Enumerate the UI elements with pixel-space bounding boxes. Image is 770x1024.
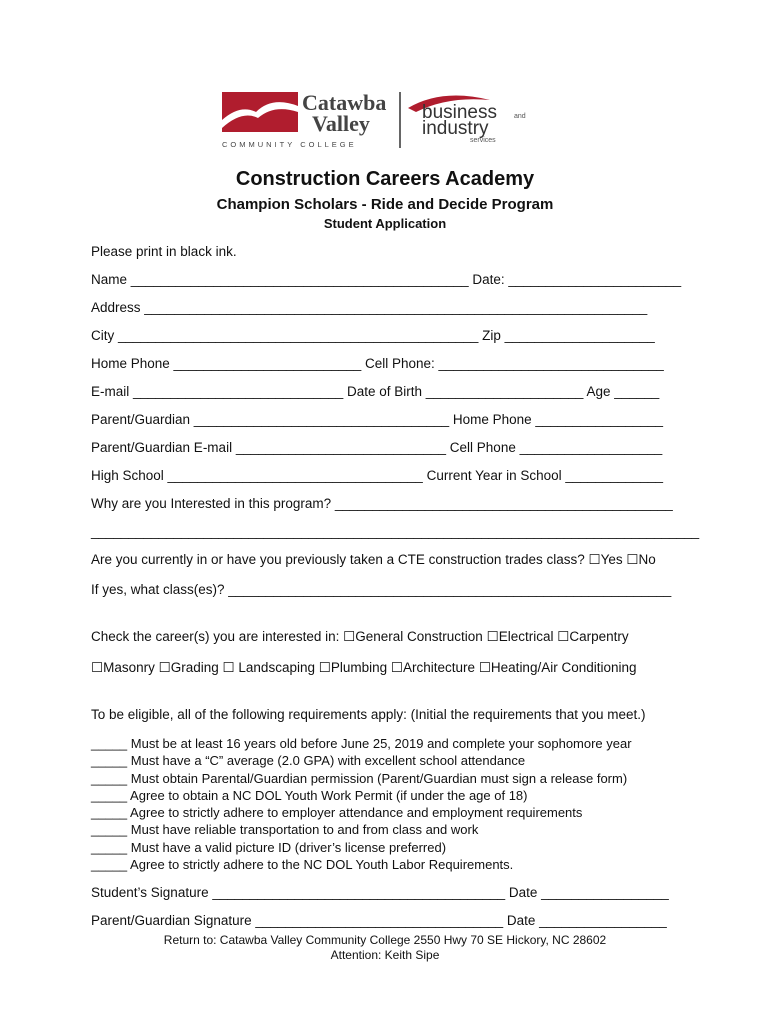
footer-attention: Attention: Keith Sipe [330,948,440,962]
career-hvac[interactable]: ☐Heating/Air Conditioning [478,660,637,675]
careers-row-2 [91,660,637,676]
college-name-line1: Catawba [302,90,387,115]
email-dob-age-line[interactable]: E-mail ____________________________ Date of Birth _____________________ Age ______ [91,384,660,399]
requirement-item[interactable]: _____ Agree to strictly adhere to the NC DOL Youth Labor Requirements. [91,857,514,873]
career-carpentry[interactable]: ☐Carpentry [557,629,629,644]
form-type: Student Application [323,216,447,231]
student-signature-line[interactable]: Student’s Signature _______________________________________ Date _________________ [91,885,669,900]
why-interested-line[interactable]: Why are you Interested in this program? _____________________________________________ [91,496,673,511]
parent-email-line[interactable]: Parent/Guardian E-mail ____________________________ Cell Phone ___________________ [91,440,663,455]
requirement-item[interactable]: _____ Must have a valid picture ID (driver’s license preferred) [91,839,447,855]
requirement-item[interactable]: _____ Must obtain Parental/Guardian permission (Parent/Guardian must sign a release form) [91,770,628,786]
cte-no-checkbox[interactable]: ☐No [626,552,656,567]
requirement-item[interactable]: _____ Must have reliable transportation to and from class and work [91,822,479,838]
program-subtitle: Champion Scholars - Ride and Decide Program [216,196,554,213]
career-plumbing[interactable]: ☐Plumbing [318,660,388,675]
why-interested-continued[interactable]: _________________________________________________________________________________ [91,524,700,539]
career-grading[interactable]: ☐Grading [158,660,219,675]
partner-line3: services [470,137,496,144]
career-general-construction[interactable]: ☐General Construction [343,629,483,644]
cte-question-row [91,552,656,568]
career-architecture[interactable]: ☐Architecture [390,660,476,675]
phone-line[interactable]: Home Phone _________________________ Cell Phone: ______________________________ [91,356,664,371]
footer-return-to: Return to: Catawba Valley Community College 2550 Hwy 70 SE Hickory, NC 28602 [163,933,607,947]
cte-question: Are you currently in or have you previously taken a CTE construction trades class? [91,552,585,567]
career-electrical[interactable]: ☐Electrical [486,629,554,644]
name-date-line[interactable]: Name _____________________________________________ Date: _______________________ [91,272,682,287]
requirement-item[interactable]: _____ Must have a “C” average (2.0 GPA) with excellent school attendance [91,753,526,769]
college-logo [222,90,552,150]
requirements-list [91,735,632,873]
high-school-line[interactable]: High School __________________________________ Current Year in School _____________ [91,468,664,483]
careers-row-1 [91,629,629,645]
college-tagline: COMMUNITY COLLEGE [222,140,357,149]
cte-followup-line[interactable]: If yes, what class(es)? ___________________________________________________________ [91,582,672,597]
careers-prompt: Check the career(s) you are interested in: [91,629,340,644]
requirement-item[interactable]: _____ Must be at least 16 years old before June 25, 2019 and complete your sophomore year [91,736,632,751]
address-line[interactable]: Address ___________________________________________________________________ [91,300,648,315]
requirement-item[interactable]: _____ Agree to strictly adhere to employer attendance and employment requirements [91,805,583,821]
page-title: Construction Careers Academy [235,168,535,190]
partner-line1: business [422,102,497,123]
partner-and: and [514,113,526,120]
cte-yes-checkbox[interactable]: ☐Yes [588,552,623,567]
career-landscaping[interactable]: ☐ Landscaping [222,660,315,675]
header-logos [222,90,552,150]
requirement-item[interactable]: _____ Agree to obtain a NC DOL Youth Work Permit (if under the age of 18) [91,787,528,803]
partner-line2: industry [422,118,489,139]
eligibility-intro: To be eligible, all of the following requirements apply: (Initial the requirements that you meet.) [91,707,646,722]
parent-signature-line[interactable]: Parent/Guardian Signature _________________________________ Date _________________ [91,913,667,928]
city-zip-line[interactable]: City ________________________________________________ Zip ____________________ [91,328,655,343]
career-masonry[interactable]: ☐Masonry [91,660,155,675]
parent-line[interactable]: Parent/Guardian __________________________________ Home Phone _________________ [91,412,664,427]
instructions: Please print in black ink. [91,244,237,259]
college-name-line2: Valley [312,111,370,136]
